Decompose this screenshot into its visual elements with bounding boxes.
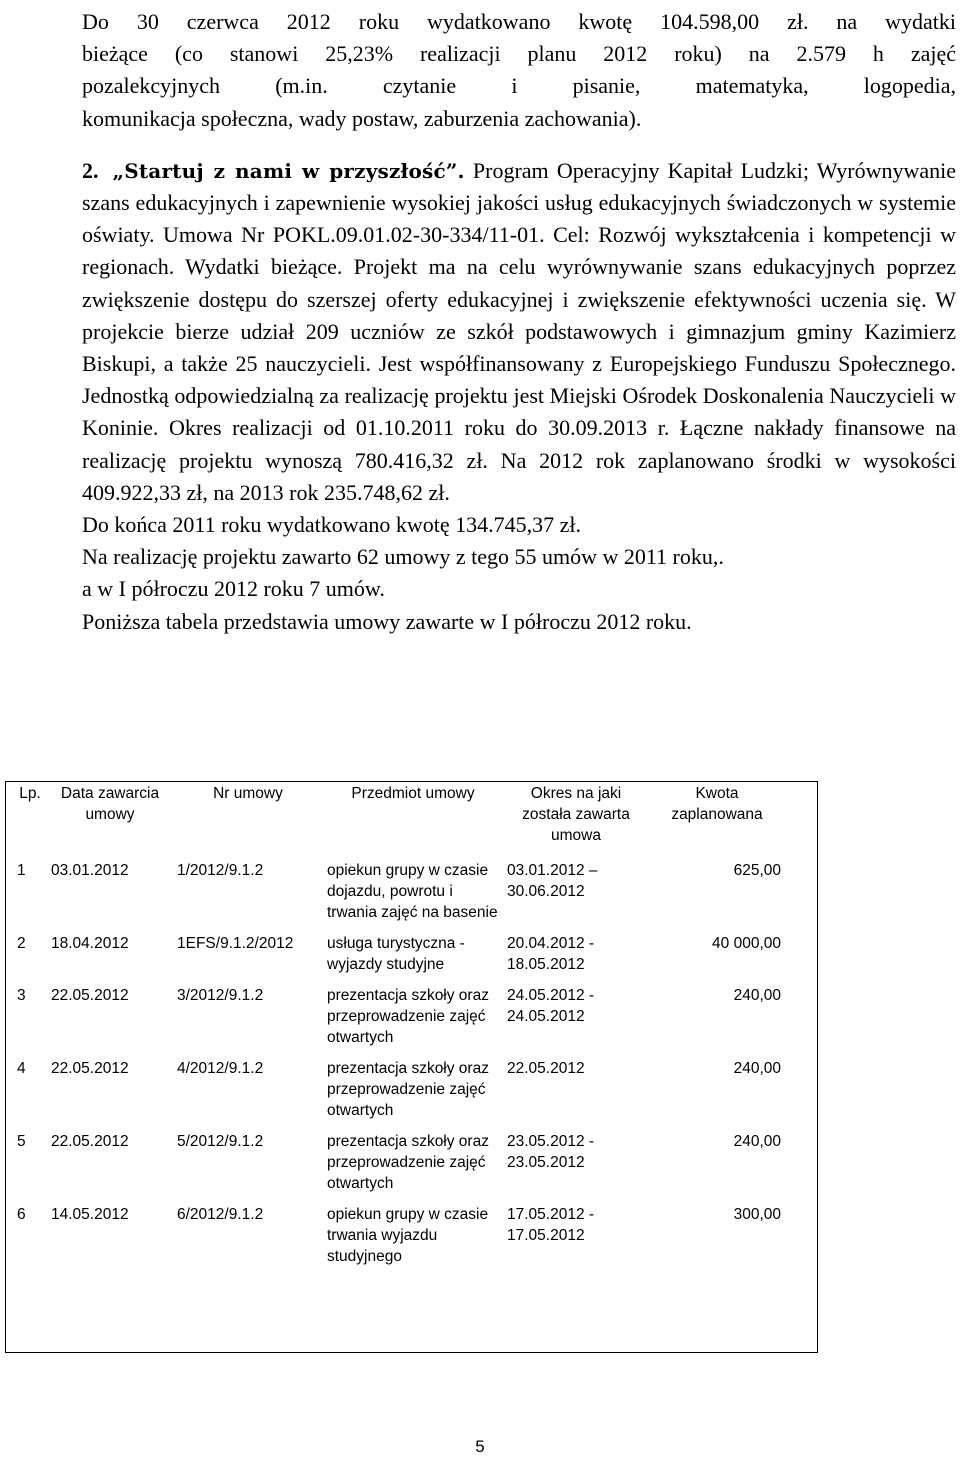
cell-period: 23.05.2012 - 23.05.2012	[507, 1133, 595, 1171]
cell-period: 24.05.2012 - 24.05.2012	[507, 987, 595, 1025]
cell-subject: prezentacja szkoły oraz przeprowadzenie zajęć otwartych	[327, 1133, 489, 1192]
cell-lp: 6	[17, 1206, 26, 1223]
text-line: komunikacja społeczna, wady postaw, zaburzenia zachowania).	[82, 105, 642, 131]
text-line: Do 30 czerwca 2012 roku wydatkowano kwotę 104.598,00 zł. na wydatki	[82, 9, 956, 34]
cell-lp: 4	[17, 1060, 26, 1077]
cell-amount: 300,00	[733, 1206, 781, 1223]
table-row	[5, 1058, 789, 1131]
cell-lp: 1	[17, 862, 26, 879]
header-lp: Lp.	[19, 785, 41, 802]
spent-line: Do końca 2011 roku wydatkowano kwotę 134.745,37 zł.	[82, 512, 581, 538]
paragraph-intro	[82, 6, 956, 135]
cell-contract-number: 4/2012/9.1.2	[177, 1060, 264, 1077]
cell-date: 14.05.2012	[51, 1206, 129, 1223]
cell-period: 03.01.2012 – 30.06.2012	[507, 862, 598, 900]
table-intro-line: Poniższa tabela przedstawia umowy zawarte w I półroczu 2012 roku.	[82, 608, 692, 634]
table-row	[5, 985, 789, 1058]
cell-amount: 240,00	[733, 987, 781, 1004]
cell-subject: prezentacja szkoły oraz przeprowadzenie zajęć otwartych	[327, 987, 489, 1046]
cell-subject: prezentacja szkoły oraz przeprowadzenie zajęć otwartych	[327, 1060, 489, 1119]
cell-date: 22.05.2012	[51, 1133, 129, 1150]
cell-amount: 625,00	[733, 862, 781, 879]
cell-contract-number: 6/2012/9.1.2	[177, 1206, 264, 1223]
cell-date: 22.05.2012	[51, 987, 129, 1004]
section-2-paragraph	[82, 155, 956, 509]
table-row	[5, 1131, 789, 1204]
cell-lp: 5	[17, 1133, 26, 1150]
cell-contract-number: 5/2012/9.1.2	[177, 1133, 264, 1150]
cell-subject: usługa turystyczna - wyjazdy studyjne	[327, 935, 465, 973]
table-row	[5, 852, 789, 933]
cell-subject: opiekun grupy w czasie trwania wyjazdu studyjnego	[327, 1206, 489, 1265]
cell-date: 18.04.2012	[51, 935, 129, 952]
text-line: pozalekcyjnych (m.in. czytanie i pisanie, matematyka, logopedia,	[82, 73, 956, 99]
cell-period: 17.05.2012 - 17.05.2012	[507, 1206, 595, 1244]
cell-period: 22.05.2012	[507, 1060, 585, 1077]
contracts-table	[5, 781, 789, 1277]
header-nr: Nr umowy	[213, 785, 283, 802]
table-row	[5, 1204, 789, 1277]
section-title: „Startuj z nami w przyszłość”.	[112, 158, 465, 183]
table-body	[5, 852, 789, 1277]
table-row	[5, 933, 789, 985]
header-period: Okres na jaki została zawarta umowa	[522, 785, 630, 844]
text-line: bieżące (co stanowi 25,23% realizacji planu 2012 roku) na 2.579 h zajęć	[82, 41, 956, 67]
contracts-line: Na realizację projektu zawarto 62 umowy z tego 55 umów w 2011 roku,.	[82, 544, 724, 570]
cell-amount: 40 000,00	[712, 935, 781, 952]
cell-date: 22.05.2012	[51, 1060, 129, 1077]
page-number: 5	[475, 1437, 485, 1456]
document-body	[82, 6, 956, 638]
cell-date: 03.01.2012	[51, 862, 129, 879]
header-amount: Kwota zaplanowana	[671, 785, 763, 823]
header-subject: Przedmiot umowy	[351, 785, 475, 802]
cell-contract-number: 3/2012/9.1.2	[177, 987, 264, 1004]
cell-lp: 3	[17, 987, 26, 1004]
cell-amount: 240,00	[733, 1133, 781, 1150]
table-header-row	[5, 781, 789, 852]
section-number: 2.	[82, 157, 99, 183]
half-year-line: a w I półroczu 2012 roku 7 umów.	[82, 576, 385, 602]
cell-contract-number: 1/2012/9.1.2	[177, 862, 264, 879]
cell-period: 20.04.2012 - 18.05.2012	[507, 935, 595, 973]
cell-subject: opiekun grupy w czasie dojazdu, powrotu i trwania zajęć na basenie	[327, 862, 498, 921]
header-date: Data zawarcia umowy	[60, 785, 160, 823]
cell-lp: 2	[17, 935, 26, 952]
cell-contract-number: 1EFS/9.1.2/2012	[177, 935, 294, 952]
cell-amount: 240,00	[733, 1060, 781, 1077]
section-body: Program Operacyjny Kapitał Ludzki; Wyrównywanie szans edukacyjnych i zapewnienie wysokiej jakości usług edukacyjnych świadczonych w systemie oświaty. Umowa Nr POKL.09.01.02-30-334/11-01. Cel: Rozwój wykształcenia i kompetencji w regionach. Wydatki bieżące. Projekt ma na celu wyrównywanie szans edukacyjnych poprzez zwiększenie dostępu do szerszej oferty edukacyjnej i zwiększenie efektywności uczenia się. W projekcie bierze udział 209 uczniów ze szkół podstawowych i gimnazjum gminy Kazimierz Biskupi, a także 25 nauczycieli. Jest współfinansowany z Europejskiego Funduszu Społecznego. Jednostką odpowiedzialną za realizację projektu jest Miejski Ośrodek Doskonalenia Nauczycieli w Koninie. Okres realizacji od 01.10.2011 roku do 30.09.2013 r. Łączne nakłady finansowe na realizację projektu wynoszą 780.416,32 zł. Na 2012 rok zaplanowano środki w wysokości 409.922,33 zł, na 2013 rok 235.748,62 zł.	[82, 157, 956, 505]
